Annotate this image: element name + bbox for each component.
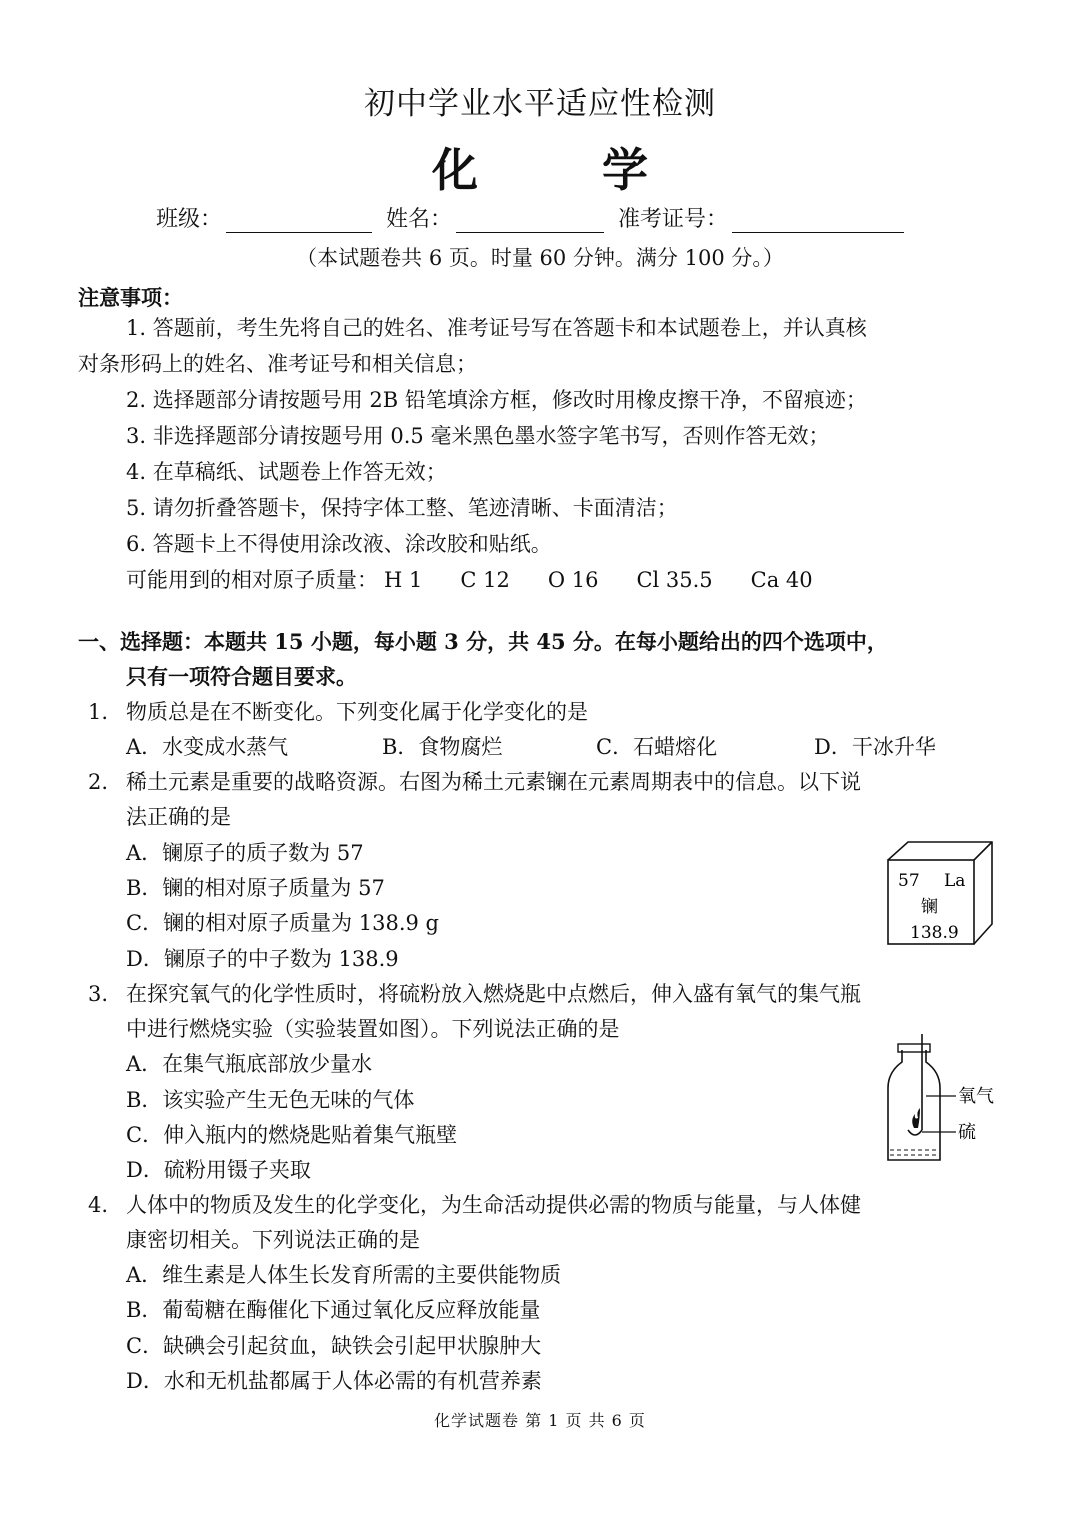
option-c[interactable]: C．镧的相对原子质量为 138.9 g	[126, 911, 439, 935]
flame-icon	[912, 1108, 920, 1128]
element-symbol: La	[944, 871, 966, 891]
name-blank[interactable]	[456, 208, 604, 233]
student-info-row	[156, 202, 918, 233]
question-1	[88, 697, 588, 727]
question-4	[88, 1190, 861, 1220]
question-number: 1.	[88, 700, 109, 724]
question-1-options	[126, 732, 936, 762]
atomic-mass-o: O 16	[547, 568, 599, 592]
option-a[interactable]: A．水变成水蒸气	[126, 735, 289, 759]
section-heading-cont: 只有一项符合题目要求。	[126, 664, 357, 689]
notes-heading: 注意事项：	[78, 285, 183, 310]
atomic-mass-row	[126, 565, 813, 595]
question-stem-cont: 康密切相关。下列说法正确的是	[126, 1228, 420, 1252]
atomic-mass-c: C 12	[460, 568, 510, 592]
question-stem-cont: 中进行燃烧实验（实验装置如图）。下列说法正确的是	[126, 1017, 620, 1041]
lanthanum-element-figure	[884, 838, 996, 948]
note-item: 3. 非选择题部分请按题号用 0.5 毫米黑色墨水签字笔书写，否则作答无效；	[126, 424, 830, 448]
exam-subtitle: 初中学业水平适应性检测	[364, 86, 716, 122]
option-c[interactable]: C．石蜡熔化	[596, 735, 718, 759]
question-number: 4.	[88, 1193, 109, 1217]
option-b[interactable]: B．食物腐烂	[382, 735, 503, 759]
note-item: 5. 请勿折叠答题卡，保持字体工整、笔迹清晰、卡面清洁；	[126, 496, 678, 520]
option-d[interactable]: D．干冰升华	[814, 735, 936, 759]
question-3	[88, 979, 861, 1009]
note-item: 4. 在草稿纸、试题卷上作答无效；	[126, 460, 447, 484]
oxygen-label: 氧气	[958, 1086, 994, 1107]
combustion-spoon	[908, 1130, 922, 1135]
atomic-mass-ca: Ca 40	[750, 568, 813, 592]
element-name: 镧	[921, 897, 938, 917]
page-footer: 化学试题卷 第 1 页 共 6 页	[434, 1411, 646, 1430]
question-stem: 稀土元素是重要的战略资源。右图为稀土元素镧在元素周期表中的信息。以下说	[126, 770, 861, 794]
note-item: 6. 答题卡上不得使用涂改液、涂改胶和贴纸。	[126, 532, 552, 556]
section-heading: 一、选择题：本题共 15 小题，每小题 3 分，共 45 分。在每小题给出的四个选项中，	[78, 629, 888, 654]
question-stem: 物质总是在不断变化。下列变化属于化学变化的是	[126, 700, 588, 724]
option-a[interactable]: A．在集气瓶底部放少量水	[126, 1052, 373, 1076]
element-number: 57	[898, 871, 920, 891]
option-a[interactable]: A．镧原子的质子数为 57	[126, 841, 364, 865]
option-b[interactable]: B．镧的相对原子质量为 57	[126, 876, 385, 900]
note-item: 1. 答题前，考生先将自己的姓名、准考证号写在答题卡和本试题卷上，并认真核	[126, 316, 867, 340]
option-d[interactable]: D．水和无机盐都属于人体必需的有机营养素	[126, 1369, 542, 1393]
exam-title: 化 学	[431, 143, 702, 197]
question-number: 3.	[88, 982, 109, 1006]
atomic-mass-cl: Cl 35.5	[636, 568, 713, 592]
class-label: 班级：	[156, 207, 223, 232]
option-d[interactable]: D．镧原子的中子数为 138.9	[126, 947, 399, 971]
element-card-edge	[974, 842, 992, 860]
sulfur-label: 硫	[958, 1122, 976, 1143]
option-c[interactable]: C．伸入瓶内的燃烧匙贴着集气瓶壁	[126, 1123, 458, 1147]
element-mass: 138.9	[910, 923, 959, 943]
option-d[interactable]: D．硫粉用镊子夹取	[126, 1158, 311, 1182]
option-a[interactable]: A．维生素是人体生长发育所需的主要供能物质	[126, 1263, 562, 1287]
option-c[interactable]: C．缺碘会引起贫血，缺铁会引起甲状腺肿大	[126, 1334, 542, 1358]
note-item: 2. 选择题部分请按题号用 2B 铅笔填涂方框，修改时用橡皮擦干净，不留痕迹；	[126, 388, 867, 412]
question-stem-cont: 法正确的是	[126, 805, 231, 829]
id-blank[interactable]	[732, 208, 904, 233]
atomic-mass-h: H 1	[384, 568, 423, 592]
id-label: 准考证号：	[618, 207, 729, 232]
question-stem: 在探究氧气的化学性质时，将硫粉放入燃烧匙中点燃后，伸入盛有氧气的集气瓶	[126, 982, 861, 1006]
gas-bottle-figure	[880, 1032, 1010, 1168]
question-2	[88, 767, 861, 797]
gas-bottle	[888, 1050, 940, 1160]
atomic-mass-label: 可能用到的相对原子质量：	[126, 568, 378, 592]
question-stem: 人体中的物质及发生的化学变化，为生命活动提供必需的物质与能量，与人体健	[126, 1193, 861, 1217]
option-b[interactable]: B．该实验产生无色无味的气体	[126, 1088, 415, 1112]
note-item: 对条形码上的姓名、准考证号和相关信息；	[78, 352, 477, 376]
question-number: 2.	[88, 770, 109, 794]
option-b[interactable]: B．葡萄糖在酶催化下通过氧化反应释放能量	[126, 1298, 541, 1322]
paper-info: （本试题卷共 6 页。时量 60 分钟。满分 100 分。）	[296, 246, 784, 270]
class-blank[interactable]	[226, 208, 372, 233]
name-label: 姓名：	[386, 207, 453, 232]
